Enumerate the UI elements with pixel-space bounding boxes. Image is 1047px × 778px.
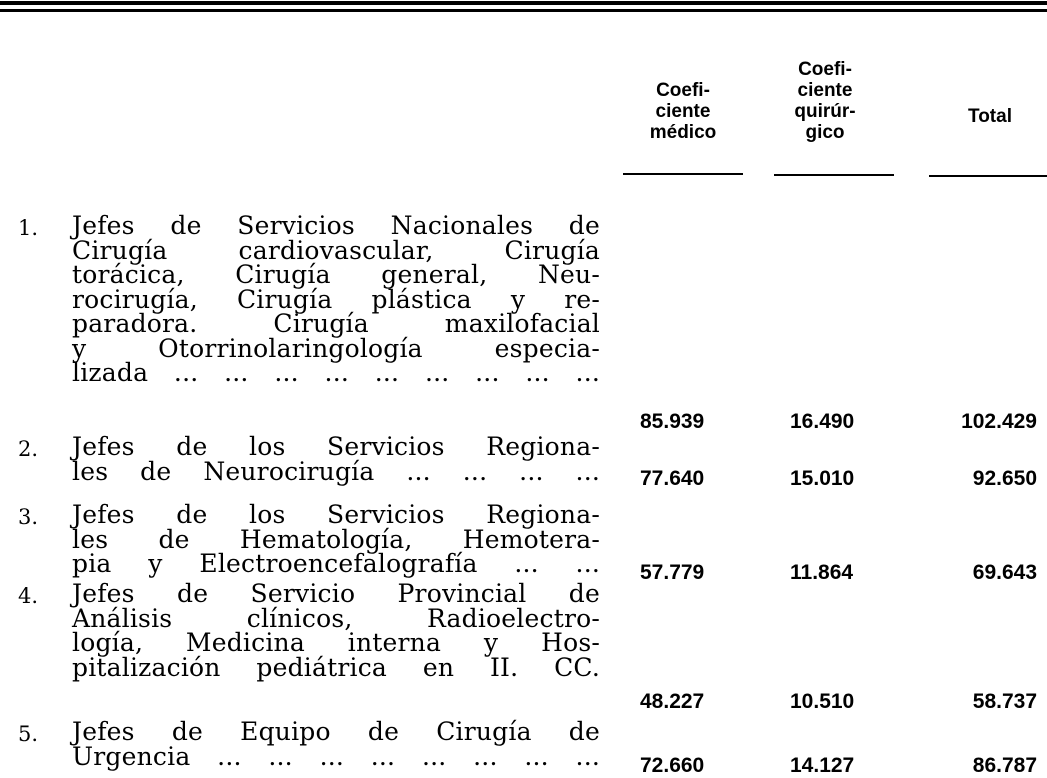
row-description	[72, 211, 600, 387]
coef-quirurgico-value: 11.864	[790, 561, 854, 584]
header-line: ciente	[655, 101, 711, 122]
row-number: 1.	[18, 216, 39, 240]
total-value: 86.787	[972, 754, 1037, 777]
header-underline-medico	[623, 173, 743, 175]
total-value: 69.643	[972, 561, 1037, 584]
description-line: paradora. Cirugía maxilofacial	[72, 309, 600, 338]
description-line: Cirugía cardiovascular, Cirugía	[72, 235, 600, 265]
description-line: lizada ... ... ... ... ... ... ... ... ...	[72, 358, 600, 387]
description-line: y Otorrinolaringología especia-	[72, 333, 600, 363]
total-value: 58.737	[972, 690, 1037, 713]
row-description	[72, 500, 600, 578]
description-line: Análisis clínicos, Radioelectro-	[72, 603, 600, 633]
header-coeficiente-quirurgico	[770, 59, 880, 143]
total-value: 102.429	[961, 410, 1037, 433]
total-value: 92.650	[972, 467, 1037, 490]
description-line: Jefes de Servicio Provincial de	[72, 579, 600, 608]
coef-medico-value: 77.640	[640, 467, 705, 490]
description-line: torácica, Cirugía general, Neu-	[72, 260, 600, 289]
row-number: 5.	[18, 722, 39, 746]
description-line: Jefes de los Servicios Regiona-	[72, 500, 600, 529]
coef-quirurgico-value: 15.010	[790, 467, 855, 490]
header-line: Coefi-	[656, 80, 710, 101]
description-line: Jefes de los Servicios Regiona-	[72, 432, 600, 461]
top-double-rule-upper	[0, 1, 1047, 5]
description-line: rocirugía, Cirugía plástica y re-	[72, 284, 600, 314]
description-line: Jefes de Equipo de Cirugía de	[72, 717, 600, 746]
description-line: logía, Medicina interna y Hos-	[72, 628, 600, 657]
row-description	[72, 432, 600, 486]
header-coeficiente-medico	[628, 80, 738, 143]
header-line: gico	[805, 122, 845, 143]
description-line: les de Neurocirugía ... ... ... ...	[72, 456, 600, 486]
header-underline-quirurgico	[774, 174, 894, 176]
row-description	[72, 717, 600, 771]
row-description	[72, 579, 600, 682]
coef-medico-value: 85.939	[640, 410, 705, 433]
top-double-rule-lower	[0, 9, 1047, 12]
description-line: pitalización pediátrica en II. CC.	[72, 652, 600, 682]
header-line: quirúr-	[794, 101, 856, 122]
row-number: 4.	[18, 584, 39, 608]
header-line: ciente	[797, 80, 853, 101]
coef-quirurgico-value: 14.127	[790, 754, 855, 777]
description-line: les de Hematología, Hemotera-	[72, 524, 600, 554]
description-line: Urgencia ... ... ... ... ... ... ... ...	[72, 741, 600, 771]
header-total	[935, 106, 1045, 127]
coef-medico-value: 57.779	[640, 561, 705, 584]
coef-quirurgico-value: 16.490	[790, 410, 855, 433]
header-line: Coefi-	[798, 59, 852, 80]
coef-quirurgico-value: 10.510	[790, 690, 855, 713]
description-line: pia y Electroencefalografía ... ...	[72, 549, 600, 578]
row-number: 2.	[18, 437, 39, 461]
coef-medico-value: 48.227	[640, 690, 705, 713]
header-line: médico	[649, 122, 717, 143]
coef-medico-value: 72.660	[640, 754, 705, 777]
header-line: Total	[968, 106, 1012, 127]
row-number: 3.	[18, 505, 39, 529]
header-underline-total	[929, 175, 1047, 177]
description-line: Jefes de Servicios Nacionales de	[72, 211, 600, 240]
